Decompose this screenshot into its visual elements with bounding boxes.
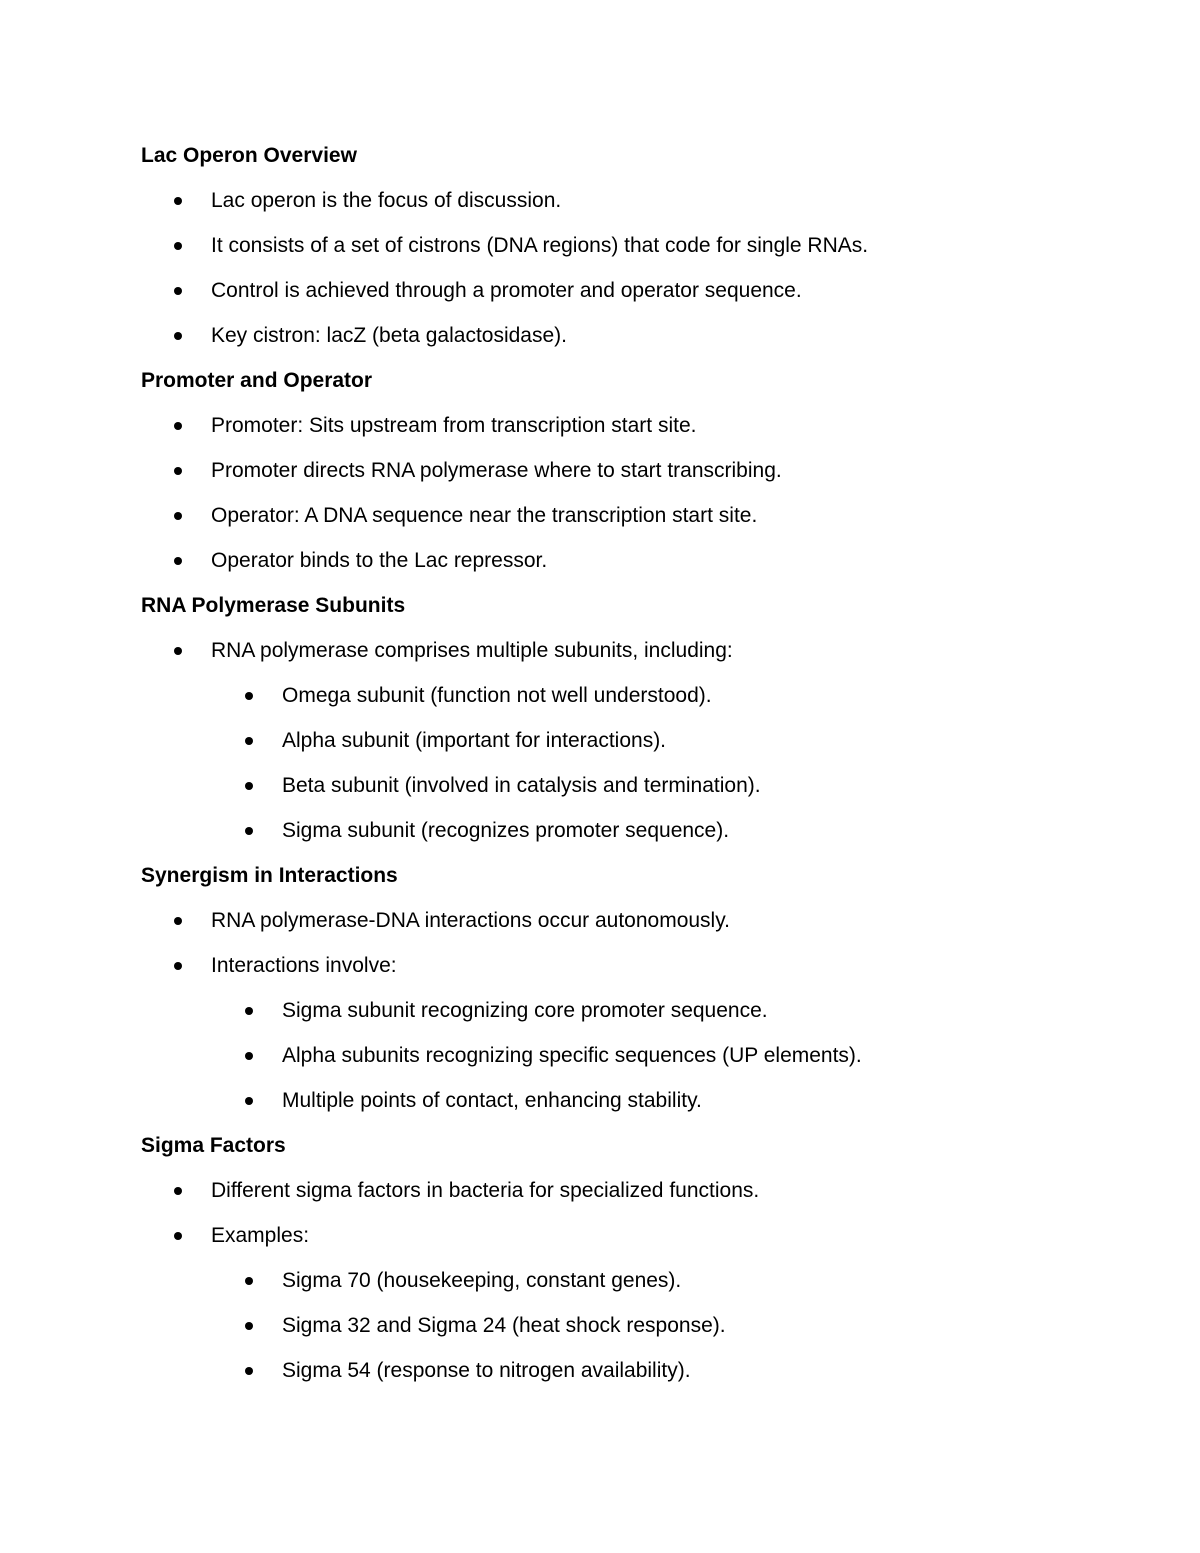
bullet-icon [245,827,253,835]
bullet-icon [174,287,182,295]
list-item-text: Alpha subunits recognizing specific sequences (UP elements). [282,1044,862,1067]
bullet-icon [245,1052,253,1060]
sub-list-item [141,1264,1121,1297]
bullet-icon [174,1232,182,1240]
list-item-text: Sigma 54 (response to nitrogen availability). [282,1359,691,1382]
sub-list-item [141,769,1121,802]
section-heading: RNA Polymerase Subunits [141,594,406,617]
list-item-text: Sigma subunit (recognizes promoter sequence). [282,819,730,842]
list-item-text: RNA polymerase comprises multiple subunits, including: [211,639,733,662]
bullet-icon [174,197,182,205]
list-item-text: Examples: [211,1224,310,1247]
list-item-text: RNA polymerase-DNA interactions occur autonomously. [211,909,731,932]
section-heading: Promoter and Operator [141,369,373,392]
bullet-list [141,904,1121,1117]
list-item-text: Key cistron: lacZ (beta galactosidase). [211,324,567,347]
list-item [141,634,1121,667]
bullet-icon [174,332,182,340]
bullet-icon [174,1187,182,1195]
bullet-icon [174,512,182,520]
document-body [141,139,1121,1399]
list-item [141,1219,1121,1252]
list-item-text: Operator: A DNA sequence near the transcription start site. [211,504,758,527]
list-item-text: Alpha subunit (important for interactions). [282,729,667,752]
bullet-icon [174,467,182,475]
list-item-text: Sigma subunit recognizing core promoter sequence. [282,999,768,1022]
list-item [141,904,1121,937]
section-heading: Synergism in Interactions [141,864,398,887]
bullet-list [141,1174,1121,1387]
list-item [141,409,1121,442]
list-item [141,184,1121,217]
bullet-icon [174,422,182,430]
list-item-text: Beta subunit (involved in catalysis and termination). [282,774,761,797]
sub-list-item [141,1039,1121,1072]
list-item-text: Multiple points of contact, enhancing stability. [282,1089,702,1112]
bullet-list [141,634,1121,847]
sub-list-item [141,679,1121,712]
sub-list-item [141,814,1121,847]
list-item [141,499,1121,532]
list-item-text: Omega subunit (function not well understood). [282,684,712,707]
section-heading: Sigma Factors [141,1134,286,1157]
bullet-icon [245,692,253,700]
sub-list-item [141,994,1121,1027]
sub-list-item [141,724,1121,757]
bullet-icon [245,1007,253,1015]
bullet-icon [245,1097,253,1105]
list-item-text: Different sigma factors in bacteria for specialized functions. [211,1179,760,1202]
list-item-text: Operator binds to the Lac repressor. [211,549,548,572]
bullet-icon [174,647,182,655]
bullet-list [141,184,1121,352]
bullet-list [141,409,1121,577]
list-item [141,319,1121,352]
list-item [141,949,1121,982]
list-item-text: Interactions involve: [211,954,397,977]
list-item [141,544,1121,577]
list-item-text: It consists of a set of cistrons (DNA regions) that code for single RNAs. [211,234,869,257]
bullet-icon [245,1277,253,1285]
list-item-text: Lac operon is the focus of discussion. [211,189,562,212]
sub-list-item [141,1084,1121,1117]
bullet-icon [174,557,182,565]
list-item-text: Sigma 70 (housekeeping, constant genes). [282,1269,682,1292]
list-item-text: Promoter: Sits upstream from transcription start site. [211,414,697,437]
list-item [141,229,1121,262]
bullet-icon [245,737,253,745]
list-item [141,454,1121,487]
bullet-icon [174,962,182,970]
bullet-icon [174,917,182,925]
sub-list-item [141,1309,1121,1342]
list-item-text: Control is achieved through a promoter and operator sequence. [211,279,802,302]
section-heading: Lac Operon Overview [141,144,357,167]
bullet-icon [245,1322,253,1330]
bullet-icon [174,242,182,250]
list-item [141,1174,1121,1207]
list-item-text: Sigma 32 and Sigma 24 (heat shock response). [282,1314,726,1337]
bullet-icon [245,1367,253,1375]
bullet-icon [245,782,253,790]
sub-list-item [141,1354,1121,1387]
list-item-text: Promoter directs RNA polymerase where to start transcribing. [211,459,782,482]
list-item [141,274,1121,307]
